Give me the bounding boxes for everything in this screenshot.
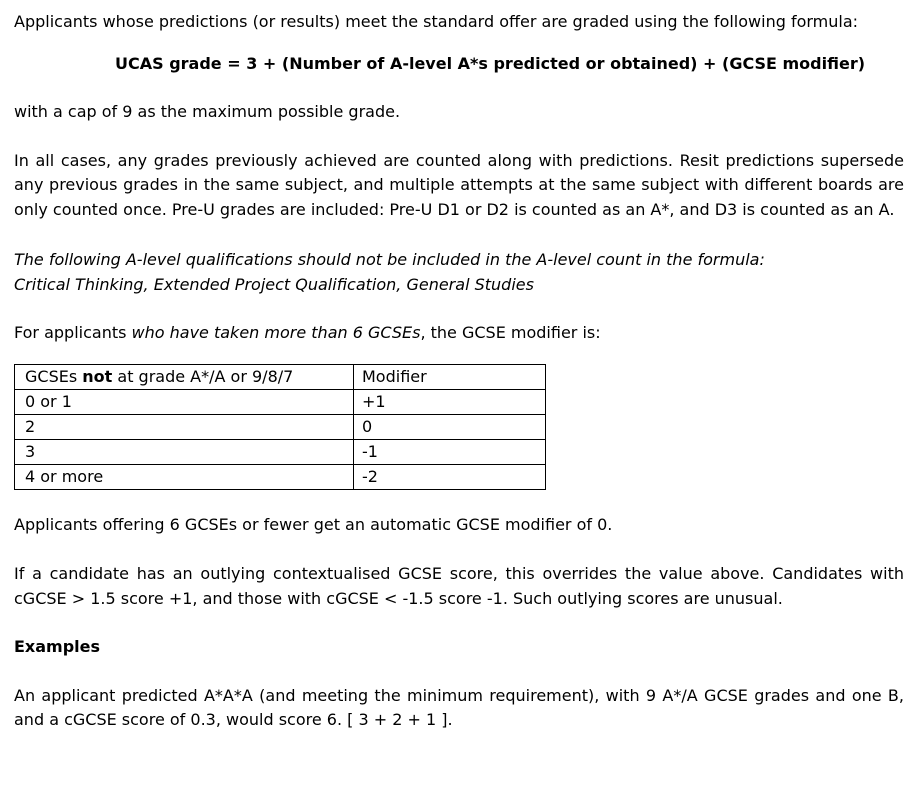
- header-cell-modifier: Modifier: [354, 364, 546, 389]
- outlying-cgcse-paragraph: If a candidate has an outlying contextualised GCSE score, this overrides the value above. Candidates with cGCSE > 1.5 score +1, and those with cGCSE < -1.5 score -1. Such outlying scores are unusual.: [14, 564, 904, 608]
- gcses-cell: 0 or 1: [15, 389, 354, 414]
- excluded-qualifications-note: [14, 248, 904, 297]
- gcses-cell: 4 or more: [15, 464, 354, 489]
- gcse-intro-after: , the GCSE modifier is:: [420, 323, 601, 342]
- table-header-row: [15, 364, 546, 389]
- modifier-cell: 0: [354, 414, 546, 439]
- modifier-cell: +1: [354, 389, 546, 414]
- gcse-modifier-intro: [14, 321, 904, 346]
- modifier-cell: -2: [354, 464, 546, 489]
- header-cell-gcses: GCSEs not at grade A*/A or 9/8/7: [15, 364, 354, 389]
- grade-cap-paragraph: with a cap of 9 as the maximum possible grade.: [14, 102, 401, 121]
- intro-paragraph: Applicants whose predictions (or results) meet the standard offer are graded using the following formula:: [14, 12, 859, 31]
- gcse-intro-emphasis: who have taken more than 6 GCSEs: [131, 323, 421, 342]
- gcse-modifier-table: [14, 364, 546, 490]
- excluded-note-line-2: Critical Thinking, Extended Project Qualification, General Studies: [14, 274, 534, 294]
- table-row: [15, 414, 546, 439]
- table-row: [15, 389, 546, 414]
- gcse-intro-before: For applicants: [14, 323, 132, 342]
- example-paragraph: An applicant predicted A*A*A (and meeting the minimum requirement), with 9 A*/A GCSE grades and one B, and a cGCSE score of 0.3, would score 6. [ 3 + 2 + 1 ].: [14, 685, 904, 729]
- modifier-cell: -1: [354, 439, 546, 464]
- document-page: [14, 10, 904, 733]
- automatic-modifier-paragraph: Applicants offering 6 GCSEs or fewer get an automatic GCSE modifier of 0.: [14, 514, 613, 534]
- header-not-bold: not: [82, 367, 113, 386]
- resit-paragraph: In all cases, any grades previously achieved are counted along with predictions. Resit predictions supersede any previous grades in the same subject, and multiple attempts at the same subject with different boards are only counted once. Pre-U grades are included: Pre-U D1 or D2 is counted as an A*, and D3 is counted as an A.: [14, 150, 904, 219]
- table-row: [15, 464, 546, 489]
- ucas-grade-formula: UCAS grade = 3 + (Number of A-level A*s predicted or obtained) + (GCSE modifier): [115, 53, 866, 73]
- examples-heading: Examples: [14, 637, 101, 656]
- table-row: [15, 439, 546, 464]
- excluded-note-line-1: The following A-level qualifications should not be included in the A-level count in the formula:: [14, 250, 765, 269]
- gcses-cell: 2: [15, 414, 354, 439]
- gcses-cell: 3: [15, 439, 354, 464]
